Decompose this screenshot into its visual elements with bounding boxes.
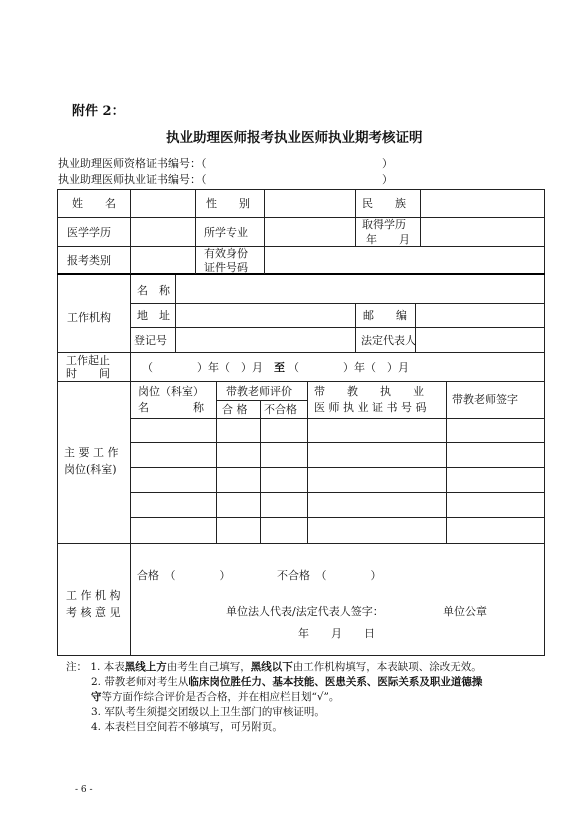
form-title: 执业助理医师报考执业医师执业期考核证明 — [166, 130, 423, 146]
period-to: 至 — [274, 361, 285, 374]
period-label-2: 时 间 — [66, 367, 110, 380]
col-cert-1: 带 教 执 业 — [314, 385, 424, 398]
col-sign: 带教老师签字 — [452, 393, 518, 406]
period-end: （ ）年（ ）月 — [288, 361, 409, 374]
org-name-label: 名 称 — [137, 284, 170, 297]
practice-cert-label: 执业助理医师执业证书编号：（ — [58, 173, 207, 186]
posts-label-1: 主 要 工 作 — [64, 446, 119, 459]
exam-type-label: 报考类别 — [67, 254, 111, 267]
postcode-label: 邮 编 — [363, 309, 407, 322]
col-fail: 不合格 — [264, 403, 297, 416]
col-post-1: 岗位（科室） — [138, 385, 204, 398]
seal-label: 单位公章 — [443, 605, 487, 618]
ethnicity-label: 民 族 — [362, 197, 406, 210]
page-number: - 6 - — [75, 785, 93, 795]
practice-cert-close: ） — [382, 173, 393, 186]
col-cert-2: 医 师 执 业 证 书 号 码 — [314, 401, 427, 414]
review-date: 年 月 日 — [298, 627, 375, 640]
notes-section — [66, 660, 556, 735]
org-address-label: 地 址 — [137, 309, 170, 322]
reg-number-label: 登记号 — [134, 334, 167, 347]
col-pass: 合 格 — [222, 403, 248, 416]
legal-rep-label: 法定代表人 — [361, 334, 416, 347]
review-label-2: 考 核 意 见 — [66, 606, 121, 619]
review-pass: 合格 （ ） — [137, 569, 231, 582]
attachment-label: 附件 2： — [72, 104, 125, 119]
obtain-year-month-label: 年 月 — [366, 233, 410, 246]
gender-label: 性 别 — [206, 197, 250, 210]
note-3: 3. 军队考生须提交团级以上卫生部门的审核证明。 — [91, 706, 325, 718]
education-label: 医学学历 — [67, 226, 111, 239]
signature-label: 单位法人代表/法定代表人签字： — [226, 605, 384, 618]
name-label: 姓 名 — [72, 197, 116, 210]
qualification-cert-close: ） — [382, 157, 393, 170]
qualification-cert-label: 执业助理医师资格证书编号：（ — [58, 157, 207, 170]
major-label: 所学专业 — [204, 226, 248, 239]
review-label-1: 工 作 机 构 — [66, 589, 121, 602]
obtain-education-label: 取得学历 — [362, 218, 406, 231]
id-number-label-2: 证件号码 — [204, 261, 248, 274]
period-start: （ ）年（ ）月 — [142, 361, 263, 374]
note-2-cont: 守等方面作综合评价是否合格，并在相应栏目划“√”。 — [91, 691, 340, 703]
col-eval: 带教老师评价 — [226, 385, 292, 398]
col-post-2: 名 称 — [138, 401, 204, 414]
note-1: 注： 1. 本表黑线上方由考生自己填写，黑线以下由工作机构填写，本表缺项、涂改无效。 — [66, 661, 482, 673]
posts-label-2: 岗位(科室) — [64, 463, 117, 476]
org-label: 工作机构 — [67, 311, 111, 324]
note-4: 4. 本表栏目空间若不够填写，可另附页。 — [91, 721, 283, 733]
period-label-1: 工作起止 — [66, 354, 110, 367]
review-fail: 不合格 （ ） — [277, 569, 382, 582]
id-number-label-1: 有效身份 — [204, 247, 248, 260]
note-2: 2. 带教老师对考生从临床岗位胜任力、基本技能、医患关系、医际关系及职业道德操 — [91, 676, 483, 688]
